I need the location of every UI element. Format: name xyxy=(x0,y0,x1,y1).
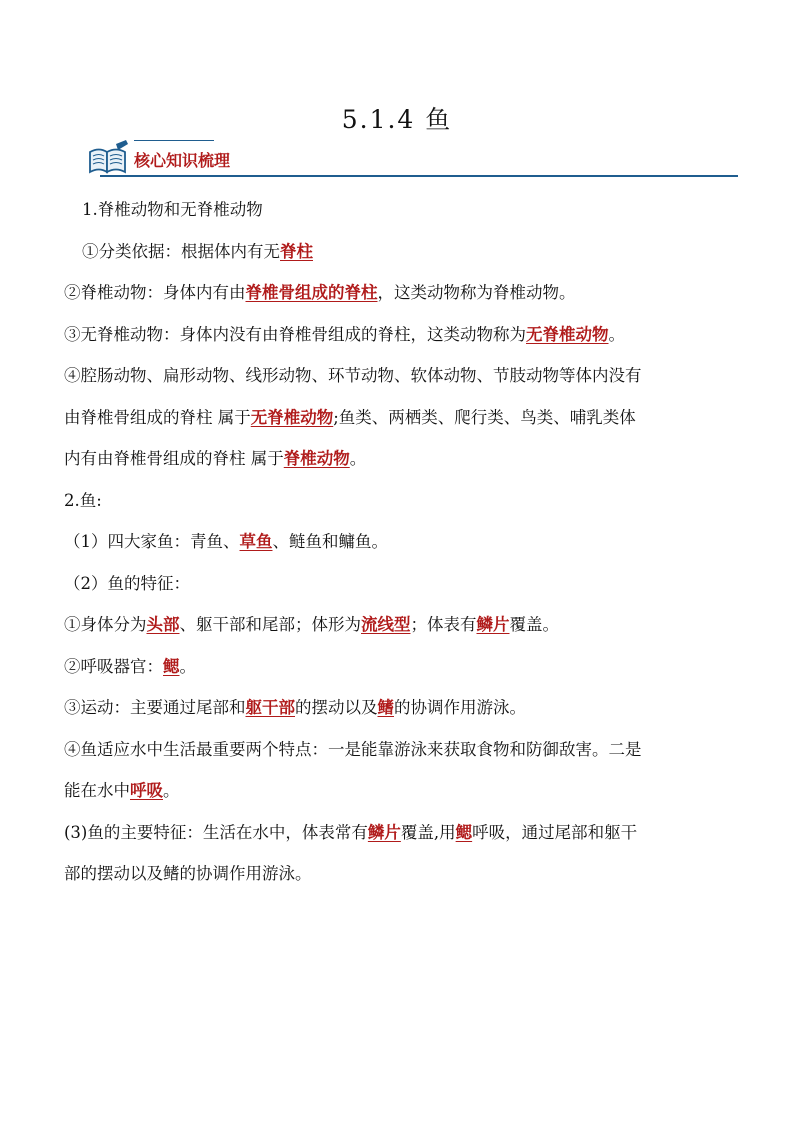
content-line: ④鱼适应水中生活最重要两个特点：一是能靠游泳来获取食物和防御敌害。二是 xyxy=(64,739,642,759)
answer-blank: 鳃 xyxy=(163,656,180,676)
page-title: 5.1.4 鱼 xyxy=(341,105,453,134)
answer-blank: 流线型 xyxy=(361,615,411,634)
answer-blank: 鳞片 xyxy=(476,615,510,634)
answer-blank: 草鱼 xyxy=(239,532,273,551)
answer-blank: 头部 xyxy=(146,615,180,634)
answer-blank: 无脊椎动物 xyxy=(250,407,334,427)
content-line: ②脊椎动物：身体内有由脊椎骨组成的脊柱，这类动物称为脊椎动物。 xyxy=(64,283,576,302)
content-line: 由脊椎骨组成的脊柱 属于无脊椎动物;鱼类、两栖类、爬行类、鸟类、哺乳类体 xyxy=(64,407,636,427)
knowledge-content xyxy=(64,196,728,902)
content-line: ③运动：主要通过尾部和躯干部的摆动以及鳍的协调作用游泳。 xyxy=(64,698,526,717)
header-short-rule xyxy=(134,140,214,141)
answer-blank: 无脊椎动物 xyxy=(526,324,609,344)
content-line: （1）四大家鱼：青鱼、草鱼、鲢鱼和鳙鱼。 xyxy=(64,532,388,551)
content-line: 部的摆动以及鳍的协调作用游泳。 xyxy=(64,864,312,883)
answer-blank: 躯干部 xyxy=(245,698,295,717)
section-header xyxy=(86,138,738,180)
content-line: 能在水中呼吸。 xyxy=(64,781,180,800)
answer-blank: 鳍 xyxy=(377,698,394,717)
answer-blank: 鳃 xyxy=(455,822,473,842)
content-line: 内有由脊椎骨组成的脊柱 属于脊椎动物。 xyxy=(64,449,367,468)
open-book-icon xyxy=(86,138,130,178)
header-long-rule xyxy=(100,175,738,177)
content-line: ①身体分为头部、躯干部和尾部；体形为流线型；体表有鳞片覆盖。 xyxy=(64,615,559,634)
answer-blank: 脊椎动物 xyxy=(283,449,350,468)
content-line: 2.鱼: xyxy=(64,490,102,510)
section-header-label: 核心知识梳理 xyxy=(134,151,231,170)
answer-blank: 呼吸 xyxy=(130,781,163,800)
content-line: ①分类依据：根据体内有无脊柱 xyxy=(82,241,313,261)
content-line: ②呼吸器官：鳃。 xyxy=(64,656,196,676)
answer-blank: 鳞片 xyxy=(367,822,401,842)
content-line: 1.脊椎动物和无脊椎动物 xyxy=(82,200,263,219)
content-line: ④腔肠动物、扁形动物、线形动物、环节动物、软体动物、节肢动物等体内没有 xyxy=(64,366,642,385)
content-line: ③无脊椎动物：身体内没有由脊椎骨组成的脊柱，这类动物称为无脊椎动物。 xyxy=(64,324,625,344)
content-line: (3)鱼的主要特征：生活在水中，体表常有鳞片覆盖,用鳃呼吸，通过尾部和躯干 xyxy=(64,822,638,842)
answer-blank: 脊椎骨组成的脊柱 xyxy=(245,283,378,302)
content-line: （2）鱼的特征： xyxy=(64,573,190,593)
answer-blank: 脊柱 xyxy=(280,241,313,261)
